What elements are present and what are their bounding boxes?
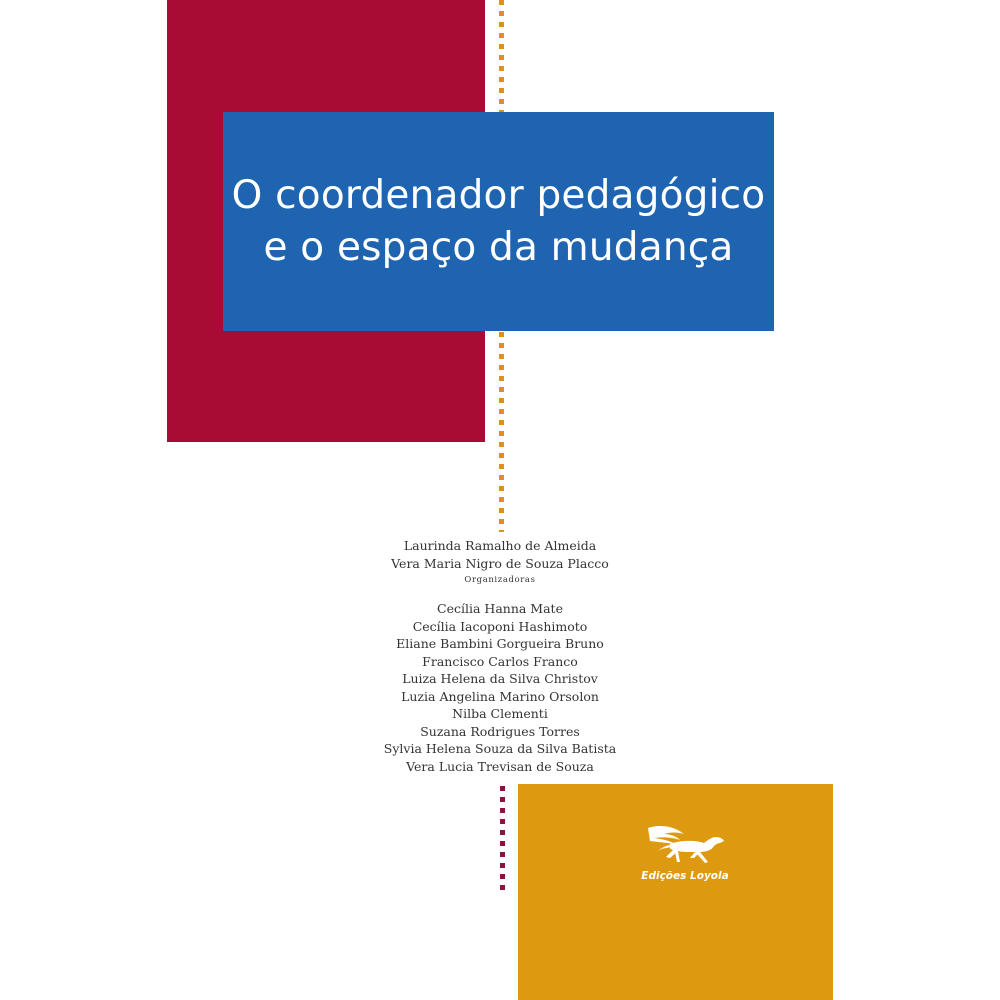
author-name: Cecília Hanna Mate (437, 601, 563, 616)
credits (360, 537, 640, 775)
organizer-name: Vera Maria Nigro de Souza Placco (391, 555, 609, 571)
author-name: Luzia Angelina Marino Orsolon (401, 688, 599, 704)
title-line-1: O coordenador pedagógico (231, 173, 766, 218)
pegasus-icon (640, 822, 730, 868)
dotted-line-top (499, 0, 504, 112)
author-name: Sylvia Helena Souza da Silva Batista (383, 741, 617, 756)
author-name: Francisco Carlos Franco (422, 653, 578, 669)
author-name: Vera Lucia Trevisan de Souza (406, 758, 594, 774)
organizers-role: Organizadoras (464, 575, 536, 585)
publisher-logo (640, 822, 730, 892)
publisher-name: Edições Loyola (641, 870, 729, 882)
author-name: Eliane Bambini Gorgueira Bruno (396, 636, 604, 651)
author-name: Suzana Rodrigues Torres (420, 723, 580, 739)
book-title (223, 170, 774, 274)
dotted-line-middle (499, 332, 504, 532)
organizer-name: Laurinda Ramalho de Almeida (403, 538, 597, 553)
author-name: Luiza Helena da Silva Christov (402, 671, 598, 686)
dotted-line-bottom (500, 786, 505, 890)
author-name: Cecília Iacoponi Hashimoto (412, 618, 588, 634)
publisher-block (518, 784, 833, 1000)
title-line-2: e o espaço da mudança (263, 225, 734, 270)
author-name: Nilba Clementi (452, 706, 548, 721)
